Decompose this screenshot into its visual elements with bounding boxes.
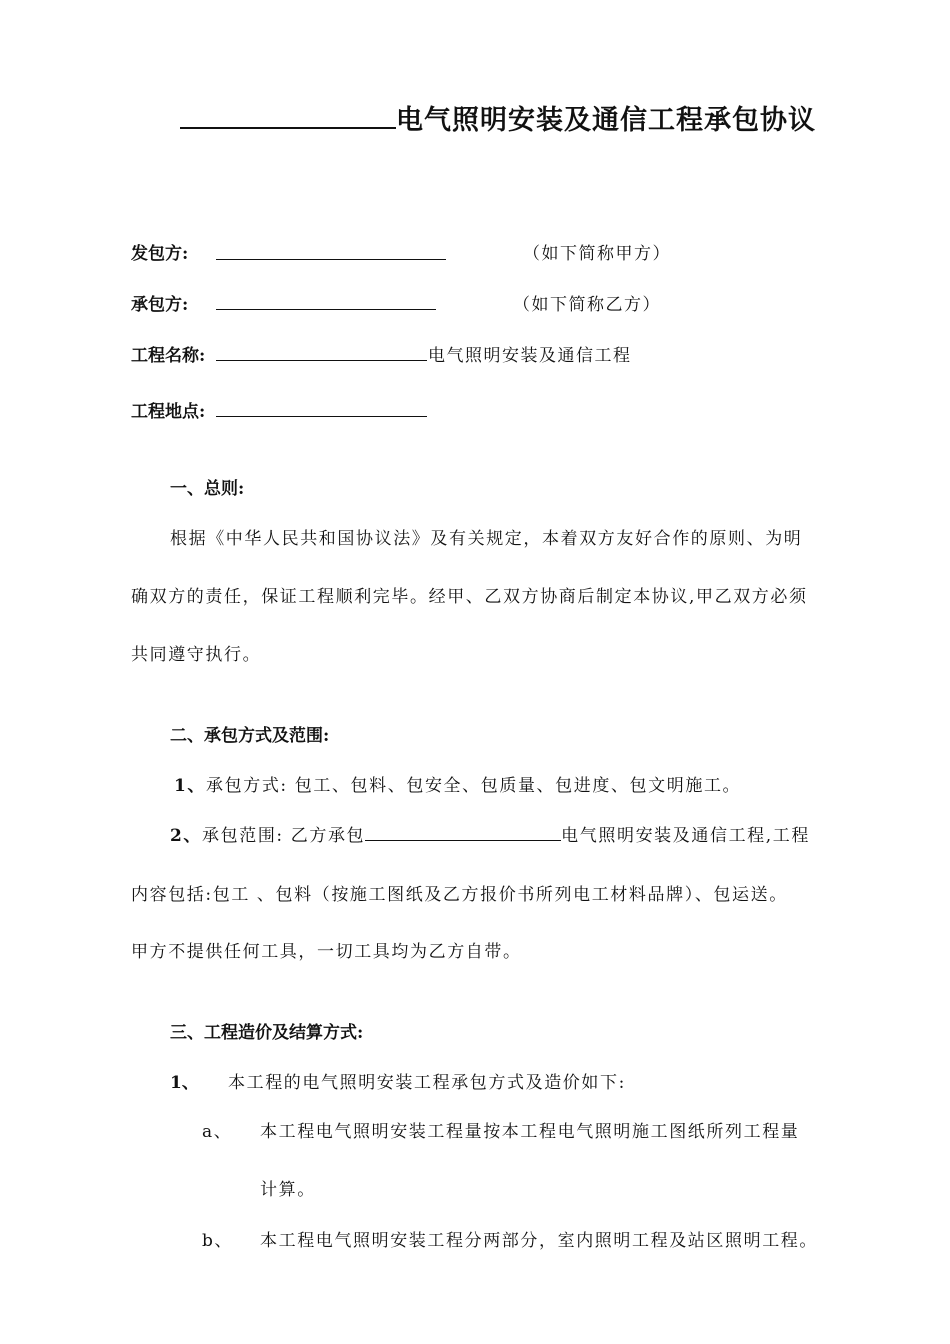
employer-note: （如下简称甲方） <box>523 244 671 264</box>
project-location-blank-line <box>216 398 427 417</box>
title-blank-line <box>180 101 396 129</box>
section-2-item-2-line-2: 内容包括:包工 、包料（按施工图纸及乙方报价书所列电工材料品牌）、包运送。 <box>131 885 788 905</box>
section-3-item-b-marker: b、 <box>202 1231 234 1251</box>
section-2-item-1 <box>174 771 741 796</box>
section-3-item-b-text: 本工程电气照明安装工程分两部分，室内照明工程及站区照明工程。 <box>260 1231 818 1251</box>
section-1-heading: 一、总则: <box>170 479 245 499</box>
section-3-item-a-continuation: 计算。 <box>260 1180 316 1200</box>
project-name-value: 电气照明安装及通信工程 <box>428 346 632 366</box>
section-2-heading: 二、承包方式及范围: <box>170 726 330 746</box>
title-text: 电气照明安装及通信工程承包协议 <box>396 105 816 136</box>
section-2-item-2-line-3: 甲方不提供任何工具，一切工具均为乙方自带。 <box>131 942 522 962</box>
project-name-blank-line <box>216 342 427 361</box>
section-2-item-2-text-a: 承包范围: 乙方承包 <box>202 826 366 846</box>
section-3-item-1-number: 1、 <box>170 1073 199 1093</box>
contractor-blank-line <box>216 291 436 310</box>
contractor-label: 承包方: <box>131 295 189 315</box>
section-3-item-1-text: 本工程的电气照明安装工程承包方式及造价如下: <box>228 1073 626 1093</box>
section-2-item-2-number: 2、 <box>170 826 203 846</box>
section-1-line-3: 共同遵守执行。 <box>131 645 262 665</box>
section-2-item-2-text-b: 电气照明安装及通信工程,工程 <box>561 826 810 846</box>
contractor-note: （如下简称乙方） <box>513 295 661 315</box>
section-1-line-2: 确双方的责任，保证工程顺利完毕。经甲、乙双方协商后制定本协议,甲乙双方必须 <box>131 587 808 607</box>
project-name-label: 工程名称: <box>131 346 206 366</box>
employer-blank-line <box>216 241 446 260</box>
employer-label: 发包方: <box>131 244 189 264</box>
section-3-item-a-text: 本工程电气照明安装工程量按本工程电气照明施工图纸所列工程量 <box>260 1122 800 1142</box>
section-3-heading: 三、工程造价及结算方式: <box>170 1023 364 1043</box>
section-2-item-1-number: 1、 <box>174 776 207 796</box>
project-location-label: 工程地点: <box>131 402 206 422</box>
section-2-item-2 <box>170 821 810 846</box>
section-3-item-a-marker: a、 <box>202 1122 233 1142</box>
section-2-item-1-text: 承包方式: 包工、包料、包安全、包质量、包进度、包文明施工。 <box>206 776 742 796</box>
section-2-blank-line <box>365 826 561 841</box>
document-title <box>180 98 816 137</box>
section-1-line-1: 根据《中华人民共和国协议法》及有关规定，本着双方友好合作的原则、为明 <box>170 529 803 549</box>
